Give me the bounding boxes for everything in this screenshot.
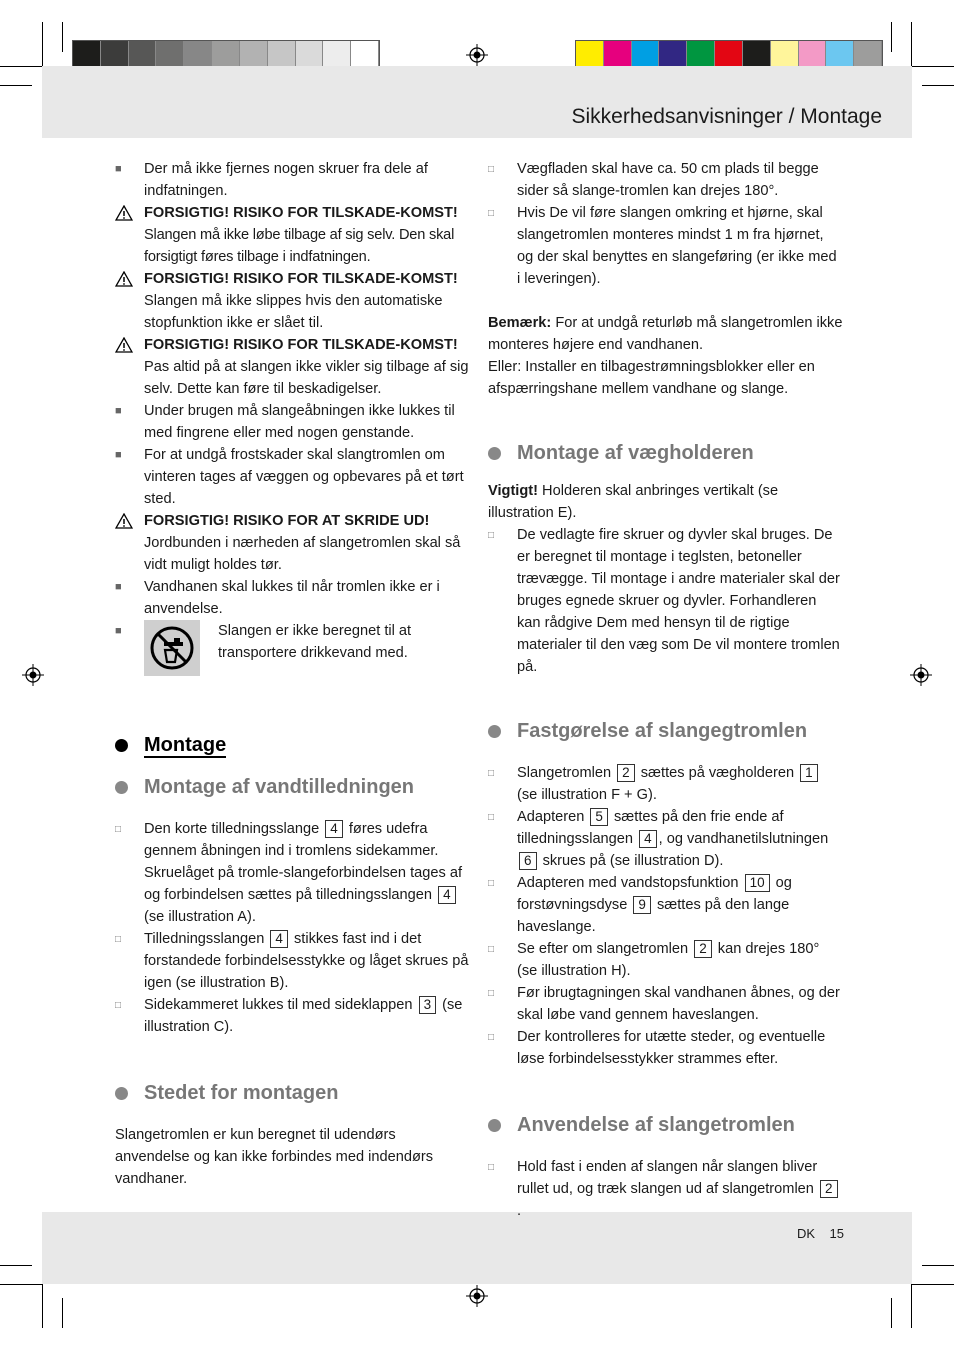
color-swatch <box>101 41 129 67</box>
checkbox-bullet-icon: □ <box>488 812 495 823</box>
bullet-dot-icon <box>488 447 501 460</box>
part-number: 5 <box>590 808 608 826</box>
color-swatch <box>156 41 184 67</box>
bullet-dot-icon <box>115 739 128 752</box>
checkbox-bullet-icon: □ <box>488 1162 495 1173</box>
color-swatch <box>771 41 799 67</box>
list-item: □ Hvis De vil føre slangen omkring et hjørne, skal slangetromlen monteres mindst 1 m fra hjørnet, og der skal benyttes en slangeføring (er ikke med i leveringen). <box>488 205 837 287</box>
warning-icon <box>115 513 133 529</box>
list-item: □ Adapteren 5 sættes på den frie ende af tilledningsslangen 4 , og vandhanetilslutningen 6 skrues på (se illustration D). <box>488 809 829 869</box>
bullet-dot-icon <box>488 725 501 738</box>
part-number: 4 <box>639 830 657 848</box>
note-paragraph: Bemærk: For at undgå returløb må slangetromlen ikke monteres højere end vandhanen. <box>488 315 843 353</box>
checkbox-bullet-icon: □ <box>488 768 495 779</box>
paragraph: Eller: Installer en tilbagestrømningsblokker eller en afspærringshane mellem vandhane og slange. <box>488 359 815 397</box>
checkbox-bullet-icon: □ <box>115 1000 122 1011</box>
checkbox-bullet-icon: □ <box>488 164 495 175</box>
warning-icon <box>115 271 133 287</box>
crop-mark <box>62 22 63 52</box>
color-swatch <box>351 41 379 67</box>
bullet-icon: ■ <box>115 625 122 637</box>
crop-mark <box>922 1265 954 1266</box>
footer-band <box>42 1212 912 1284</box>
crop-mark <box>0 66 42 67</box>
color-swatch <box>73 41 101 67</box>
crop-mark <box>912 1284 954 1285</box>
warning-item: FORSIGTIG! RISIKO FOR AT SKRIDE UD! Jordbunden i nærheden af slangetromlen skal så vidt muligt holdes tør. <box>115 510 470 576</box>
warning-item: FORSIGTIG! RISIKO FOR TILSKADE-KOMST! Slangen må ikke løbe tilbage af sig selv. Den skal forsigtigt føres tilbage i indfatningen. <box>115 202 470 268</box>
list-item: □ Den korte tilledningsslange 4 føres udefra gennem åbningen ind i tromlens sidekammer. Skruelåget på tromle-slangeforbindelsen tages af og forbindelsen sættes på tilledningsslangen 4 (se illustration A). <box>115 821 463 925</box>
color-swatch <box>323 41 351 67</box>
crop-mark <box>922 85 954 86</box>
crop-mark <box>0 1265 32 1266</box>
bullet-icon: ■ <box>115 405 122 417</box>
bullet-icon: ■ <box>115 581 122 593</box>
part-number: 2 <box>694 940 712 958</box>
language-code: DK <box>797 1226 816 1241</box>
checkbox-bullet-icon: □ <box>488 878 495 889</box>
checkbox-bullet-icon: □ <box>488 988 495 999</box>
crop-mark <box>911 1284 912 1328</box>
color-swatch <box>184 41 212 67</box>
crop-mark <box>42 22 43 66</box>
color-swatch <box>826 41 854 67</box>
section-heading: Montage af vægholderen <box>488 440 843 466</box>
list-item: ■ Vandhanen skal lukkes til når tromlen ikke er i anvendelse. <box>115 576 470 620</box>
checkbox-bullet-icon: □ <box>115 934 122 945</box>
section-heading: Montage <box>115 732 470 758</box>
list-item: □ Hold fast i enden af slangen når slangen bliver rullet ud, og træk slangen ud af slangetromlen 2. <box>488 1156 843 1222</box>
crop-mark <box>0 85 32 86</box>
crop-mark <box>911 22 912 66</box>
checkbox-bullet-icon: □ <box>488 530 495 541</box>
registration-mark-icon <box>466 44 488 66</box>
list-item: □ Tilledningsslangen 4 stikkes fast ind i det forstandede forbindelsesstykke og låget skrues på igen (se illustration B). <box>115 931 469 991</box>
checkbox-bullet-icon: □ <box>488 1032 495 1043</box>
color-swatch <box>743 41 771 67</box>
warning-icon <box>115 337 133 353</box>
color-swatch <box>604 41 632 67</box>
part-number: 3 <box>419 996 437 1014</box>
crop-mark <box>891 22 892 52</box>
list-item: □ Sidekammeret lukkes til med sideklappen 3 (se illustration C). <box>115 997 463 1035</box>
part-number: 2 <box>617 764 635 782</box>
bullet-dot-icon <box>488 1119 501 1132</box>
list-item: ■ Slangen er ikke beregnet til at transportere drikkevand med. <box>115 620 470 682</box>
part-number: 2 <box>820 1180 838 1198</box>
crop-mark <box>912 66 954 67</box>
right-column <box>488 158 843 1222</box>
bullet-icon: ■ <box>115 449 122 461</box>
paragraph: Slangetromlen er kun beregnet til udendørs anvendelse og kan ikke forbindes med indendørs vandhaner. <box>115 1127 434 1187</box>
warning-icon <box>115 205 133 221</box>
section-heading: Anvendelse af slangetromlen <box>488 1112 843 1138</box>
color-swatch <box>268 41 296 67</box>
checkbox-bullet-icon: □ <box>488 208 495 219</box>
color-swatch <box>296 41 324 67</box>
color-swatch <box>632 41 660 67</box>
section-heading: Fastgørelse af slangegtromlen <box>488 718 843 744</box>
page-number: 15 <box>829 1226 844 1241</box>
important-paragraph: Vigtigt! Holderen skal anbringes vertikalt (se illustration E). <box>488 483 779 521</box>
part-number: 9 <box>633 896 651 914</box>
bullet-dot-icon <box>115 1087 128 1100</box>
list-item: ■ Der må ikke fjernes nogen skruer fra dele af indfatningen. <box>115 158 470 202</box>
page-title: Sikkerhedsanvisninger / Montage <box>571 105 882 128</box>
color-swatch <box>240 41 268 67</box>
color-swatch <box>854 41 882 67</box>
warning-item: FORSIGTIG! RISIKO FOR TILSKADE-KOMST! Pas altid på at slangen ikke vikler sig tilbage af sig selv. Dette kan føre til beskadigelser. <box>115 334 470 400</box>
registration-mark-icon <box>22 664 44 686</box>
part-number: 4 <box>325 820 343 838</box>
color-swatch <box>659 41 687 67</box>
list-item: □ Vægfladen skal have ca. 50 cm plads til begge sider så slange-tromlen kan drejes 180°. <box>488 161 819 199</box>
warning-item: FORSIGTIG! RISIKO FOR TILSKADE-KOMST! Slangen må ikke slippes hvis den automatiske stopfunktion ikke er slået til. <box>115 268 470 334</box>
color-swatch <box>129 41 157 67</box>
left-column <box>115 158 470 1190</box>
list-item: □ Før ibrugtagningen skal vandhanen åbnes, og der skal løbe vand gennem haveslangen. <box>488 985 840 1023</box>
list-item: □ Slangetromlen 2 sættes på vægholderen 1 (se illustration F + G). <box>488 762 843 806</box>
part-number: 4 <box>438 886 456 904</box>
crop-mark <box>891 1298 892 1328</box>
registration-mark-icon <box>466 1285 488 1307</box>
bullet-icon: ■ <box>115 163 122 175</box>
color-swatch <box>687 41 715 67</box>
page-footer <box>797 1226 844 1241</box>
part-number: 1 <box>800 764 818 782</box>
list-item: □ Adapteren med vandstopsfunktion 10 og forstøvningsdyse 9 sættes på den lange haveslange. <box>488 875 792 935</box>
registration-mark-icon <box>910 664 932 686</box>
color-swatch <box>212 41 240 67</box>
list-item: ■ Under brugen må slangeåbningen ikke lukkes til med fingrene eller med nogen genstande. <box>115 400 470 444</box>
no-drinking-water-icon <box>144 620 200 676</box>
crop-mark <box>0 1284 42 1285</box>
section-heading: Stedet for montagen <box>115 1080 470 1106</box>
color-bar <box>575 40 883 68</box>
list-item: □ De vedlagte fire skruer og dyvler skal bruges. De er beregnet til montage i teglsten, betoneller trævægge. Til montage i andre materialer skal der bruges egnede skruer og dyvler. Forhandleren kan rådgive Dem med hensyn til de rigtige materialer til den væg som De vil montere tromlen på. <box>488 527 840 675</box>
grayscale-bar <box>72 40 380 68</box>
list-item: □ Se efter om slangetromlen 2 kan drejes 180° (se illustration H). <box>488 941 820 979</box>
part-number: 4 <box>270 930 288 948</box>
list-item: □ Der kontrolleres for utætte steder, og eventuelle løse forbindelsesstykker strammes efter. <box>488 1029 826 1067</box>
part-number: 10 <box>745 874 770 892</box>
color-swatch <box>715 41 743 67</box>
list-item: ■ For at undgå frostskader skal slangtromlen om vinteren tages af væggen og opbevares på et tørt sted. <box>115 444 470 510</box>
checkbox-bullet-icon: □ <box>115 824 122 835</box>
crop-mark <box>62 1298 63 1328</box>
part-number: 6 <box>519 852 537 870</box>
bullet-dot-icon <box>115 781 128 794</box>
color-swatch <box>799 41 827 67</box>
section-heading: Montage af vandtilledningen <box>115 774 470 800</box>
checkbox-bullet-icon: □ <box>488 944 495 955</box>
crop-mark <box>42 1284 43 1328</box>
color-swatch <box>576 41 604 67</box>
